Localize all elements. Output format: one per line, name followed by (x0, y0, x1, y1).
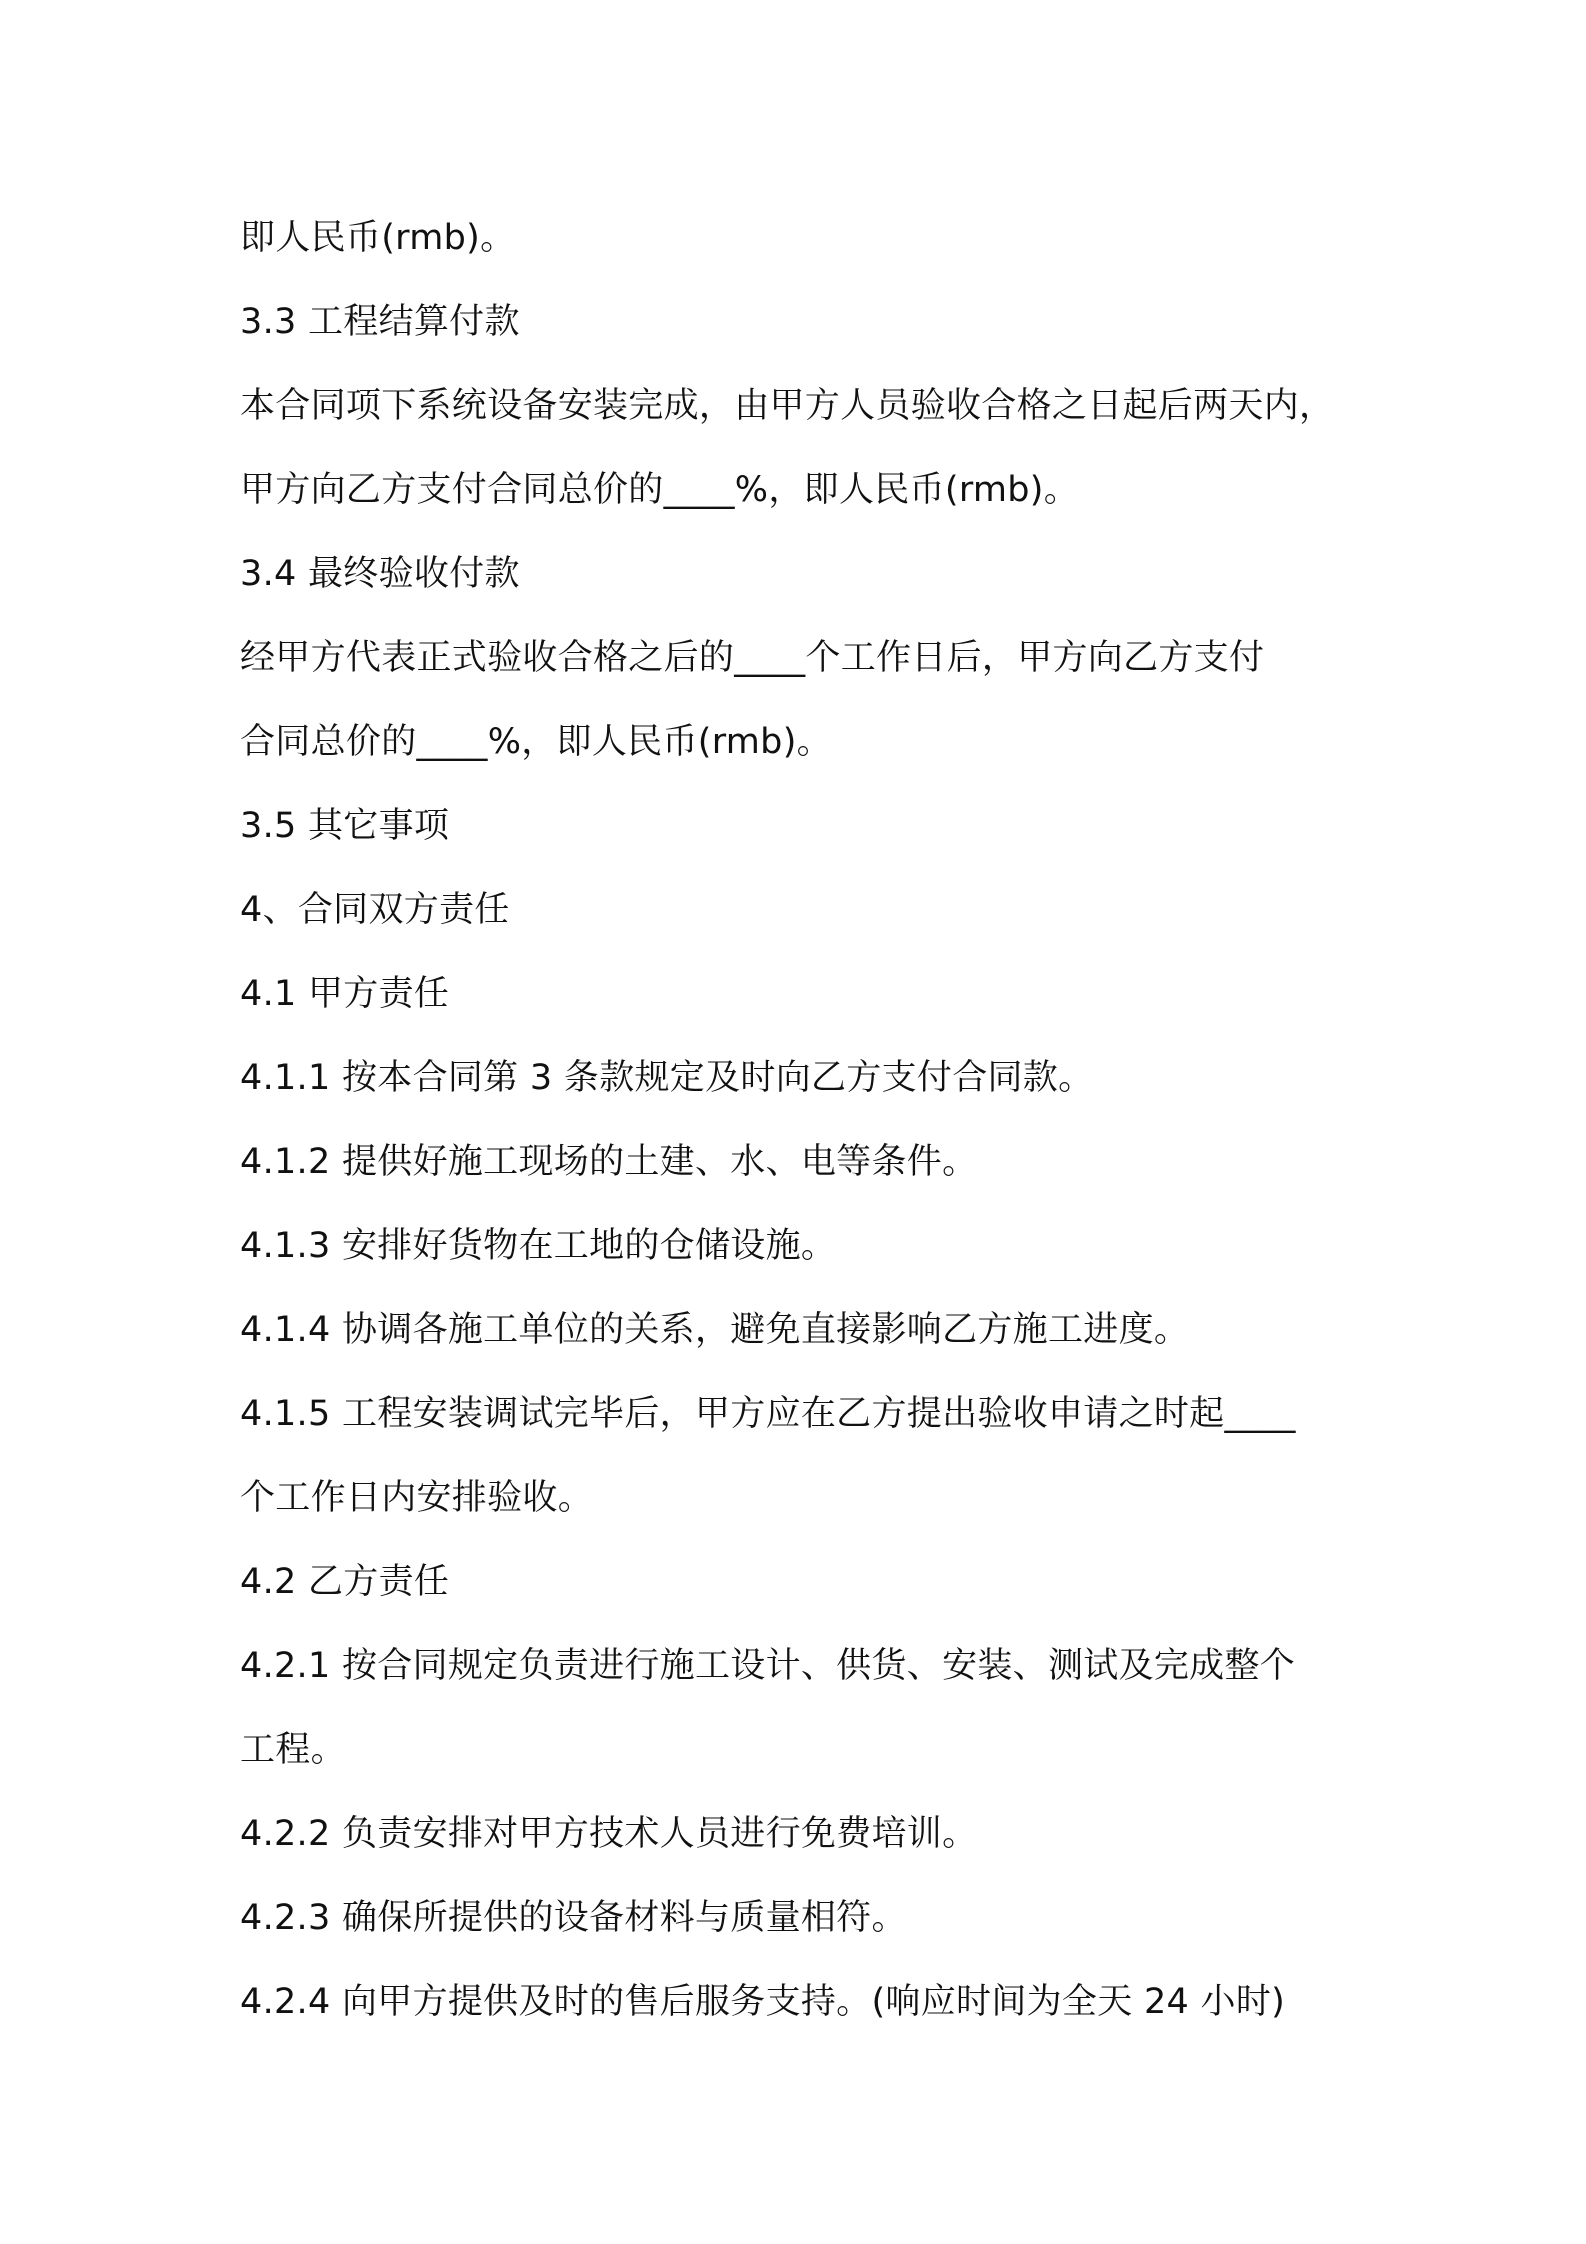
section-heading: 3.4 最终验收付款 (240, 554, 520, 594)
clause-item: 4.2.2 负责安排对甲方技术人员进行免费培训。 (240, 1814, 978, 1854)
text-line: 工程。 (240, 1730, 346, 1770)
section-heading: 3.5 其它事项 (240, 806, 450, 846)
section-heading: 3.3 工程结算付款 (240, 302, 520, 342)
clause-item: 4.2.1 按合同规定负责进行施工设计、供货、安装、测试及完成整个 (240, 1646, 1296, 1686)
section-heading: 4.2 乙方责任 (240, 1562, 450, 1602)
section-heading: 4、合同双方责任 (240, 890, 510, 930)
text-line: 本合同项下系统设备安装完成，由甲方人员验收合格之日起后两天内， (240, 386, 1335, 426)
section-heading: 4.1 甲方责任 (240, 974, 450, 1014)
clause-item: 4.1.5 工程安装调试完毕后，甲方应在乙方提出验收申请之时起____ (240, 1394, 1296, 1434)
clause-item: 4.2.3 确保所提供的设备材料与质量相符。 (240, 1898, 907, 1938)
clause-item: 4.1.1 按本合同第 3 条款规定及时向乙方支付合同款。 (240, 1058, 1094, 1098)
text-line: 个工作日内安排验收。 (240, 1478, 594, 1518)
text-line: 即人民币(rmb)。 (240, 218, 516, 258)
clause-item: 4.2.4 向甲方提供及时的售后服务支持。(响应时间为全天 24 小时) (240, 1982, 1286, 2022)
clause-item: 4.1.3 安排好货物在工地的仓储设施。 (240, 1226, 837, 1266)
text-line: 经甲方代表正式验收合格之后的____个工作日后，甲方向乙方支付 (240, 638, 1265, 678)
clause-item: 4.1.4 协调各施工单位的关系，避免直接影响乙方施工进度。 (240, 1310, 1190, 1350)
clause-item: 4.1.2 提供好施工现场的土建、水、电等条件。 (240, 1142, 978, 1182)
text-line: 甲方向乙方支付合同总价的____%，即人民币(rmb)。 (240, 470, 1080, 510)
document-body (240, 196, 1420, 2044)
text-line: 合同总价的____%，即人民币(rmb)。 (240, 722, 832, 762)
